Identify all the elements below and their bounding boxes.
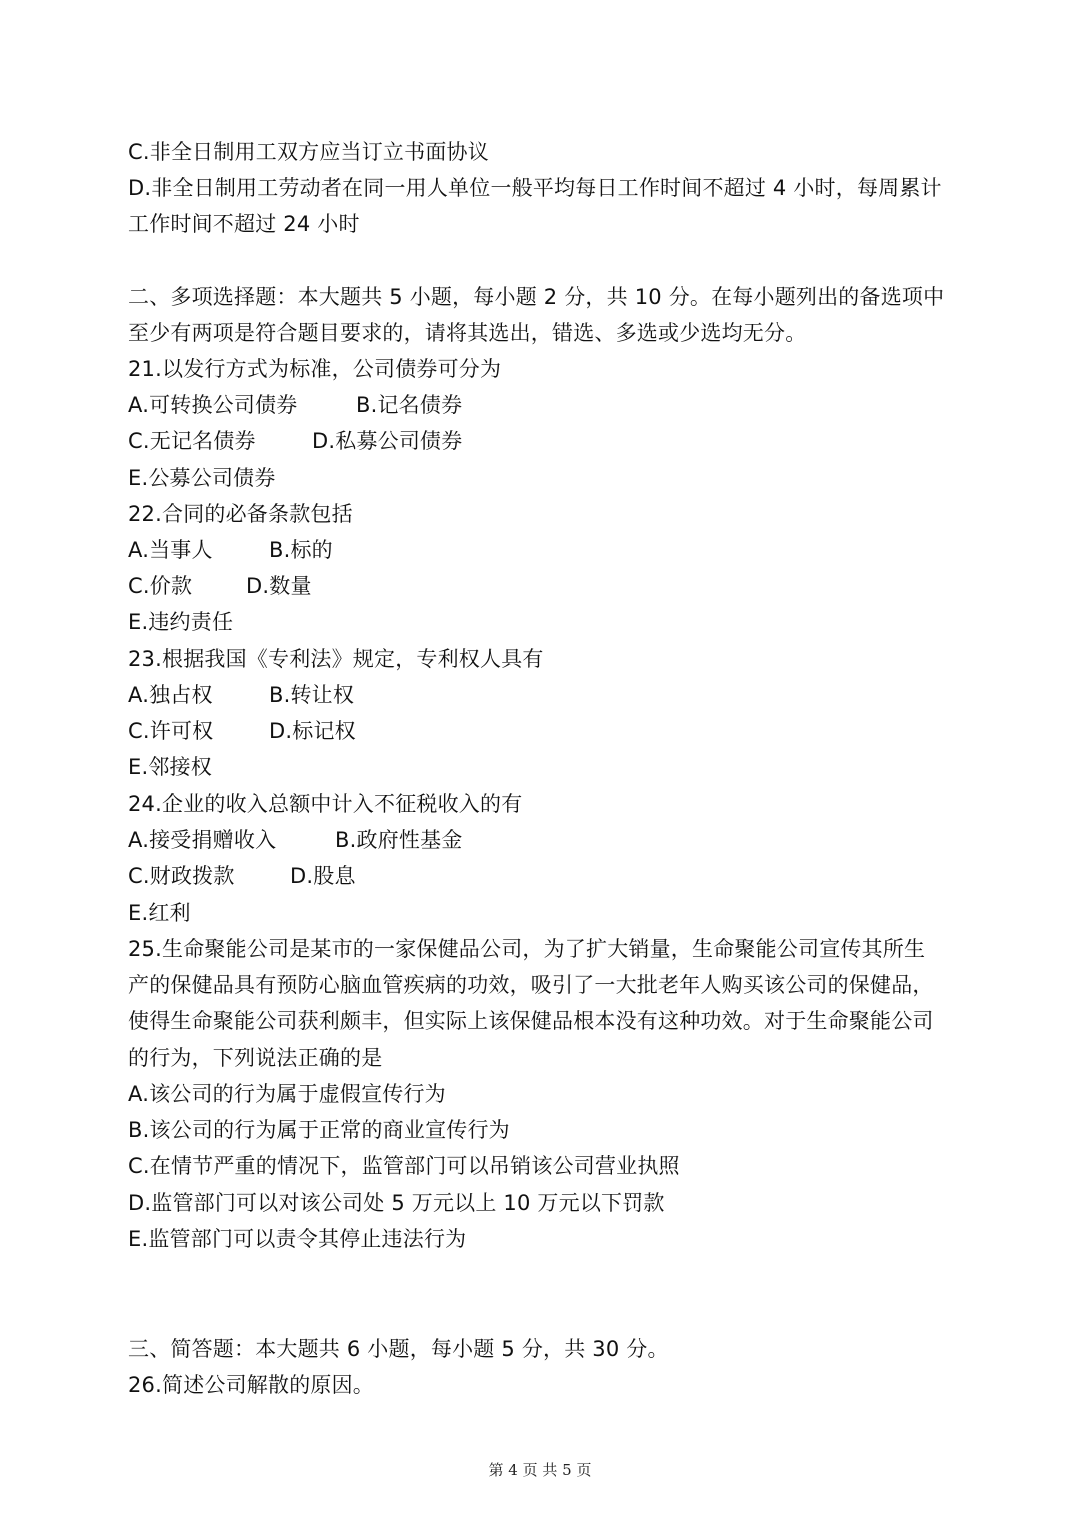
q22-option-e: E.违约责任: [128, 610, 234, 634]
q21-stem: 21.以发行方式为标准，公司债券可分为: [128, 357, 502, 381]
q22-option-a: A.当事人: [128, 538, 213, 562]
q24-option-a: A.接受捐赠收入: [128, 828, 277, 852]
q22-options-ab: [128, 532, 333, 568]
q25-option-b: B.该公司的行为属于正常的商业宣传行为: [128, 1118, 510, 1142]
q23-option-c: C.许可权: [128, 719, 214, 743]
q24-option-d: D.股息: [290, 864, 356, 888]
q22-option-b: B.标的: [269, 538, 333, 562]
q21-option-a: A.可转换公司债券: [128, 393, 298, 417]
q21-option-c: C.无记名债券: [128, 429, 256, 453]
q23-option-e: E.邻接权: [128, 755, 212, 779]
q25-stem-line1: 25.生命聚能公司是某市的一家保健品公司，为了扩大销量，生命聚能公司宣传其所生: [128, 937, 926, 961]
q22-option-d: D.数量: [246, 574, 312, 598]
q24-option-c: C.财政拨款: [128, 864, 235, 888]
q23-stem: 23.根据我国《专利法》规定，专利权人具有: [128, 647, 544, 671]
q22-option-c: C.价款: [128, 574, 193, 598]
q25-option-e: E.监管部门可以责令其停止违法行为: [128, 1227, 467, 1251]
q25-stem-line2: 产的保健品具有预防心脑血管疾病的功效，吸引了一大批老年人购买该公司的保健品，: [128, 973, 934, 997]
q23-options-ab: [128, 677, 354, 713]
q25-option-c: C.在情节严重的情况下，监管部门可以吊销该公司营业执照: [128, 1154, 680, 1178]
q24-option-e: E.红利: [128, 901, 191, 925]
q21-option-e: E.公募公司债券: [128, 466, 276, 490]
q22-stem: 22.合同的必备条款包括: [128, 502, 353, 526]
q24-option-b: B.政府性基金: [335, 828, 463, 852]
q25-option-a: A.该公司的行为属于虚假宣传行为: [128, 1082, 446, 1106]
prev-option-d-line1: D.非全日制用工劳动者在同一用人单位一般平均每日工作时间不超过 4 小时，每周累计: [128, 176, 942, 200]
q23-option-a: A.独占权: [128, 683, 213, 707]
q24-options-ab: [128, 822, 462, 858]
q25-stem-line4: 的行为，下列说法正确的是: [128, 1046, 383, 1070]
prev-option-d-line2: 工作时间不超过 24 小时: [128, 212, 360, 236]
q22-options-cd: [128, 568, 312, 604]
q25-stem-line3: 使得生命聚能公司获利颇丰，但实际上该保健品根本没有这种功效。对于生命聚能公司: [128, 1009, 934, 1033]
prev-option-c: C.非全日制用工双方应当订立书面协议: [128, 140, 489, 164]
q21-options-cd: [128, 423, 462, 459]
section3-heading: 三、简答题：本大题共 6 小题，每小题 5 分，共 30 分。: [128, 1337, 669, 1361]
q24-stem: 24.企业的收入总额中计入不征税收入的有: [128, 792, 523, 816]
section2-heading-line2: 至少有两项是符合题目要求的，请将其选出，错选、多选或少选均无分。: [128, 321, 807, 345]
page-footer: 第 4 页 共 5 页: [488, 1461, 592, 1479]
q23-option-d: D.标记权: [269, 719, 356, 743]
q23-options-cd: [128, 713, 356, 749]
q21-option-d: D.私募公司债券: [312, 429, 463, 453]
q26-stem: 26.简述公司解散的原因。: [128, 1373, 374, 1397]
q23-option-b: B.转让权: [269, 683, 355, 707]
section2-heading-line1: 二、多项选择题：本大题共 5 小题，每小题 2 分，共 10 分。在每小题列出的备选项中: [128, 285, 945, 309]
q21-option-b: B.记名债券: [356, 393, 463, 417]
q25-option-d: D.监管部门可以对该公司处 5 万元以上 10 万元以下罚款: [128, 1191, 665, 1215]
q21-options-ab: [128, 387, 462, 423]
q24-options-cd: [128, 858, 356, 894]
